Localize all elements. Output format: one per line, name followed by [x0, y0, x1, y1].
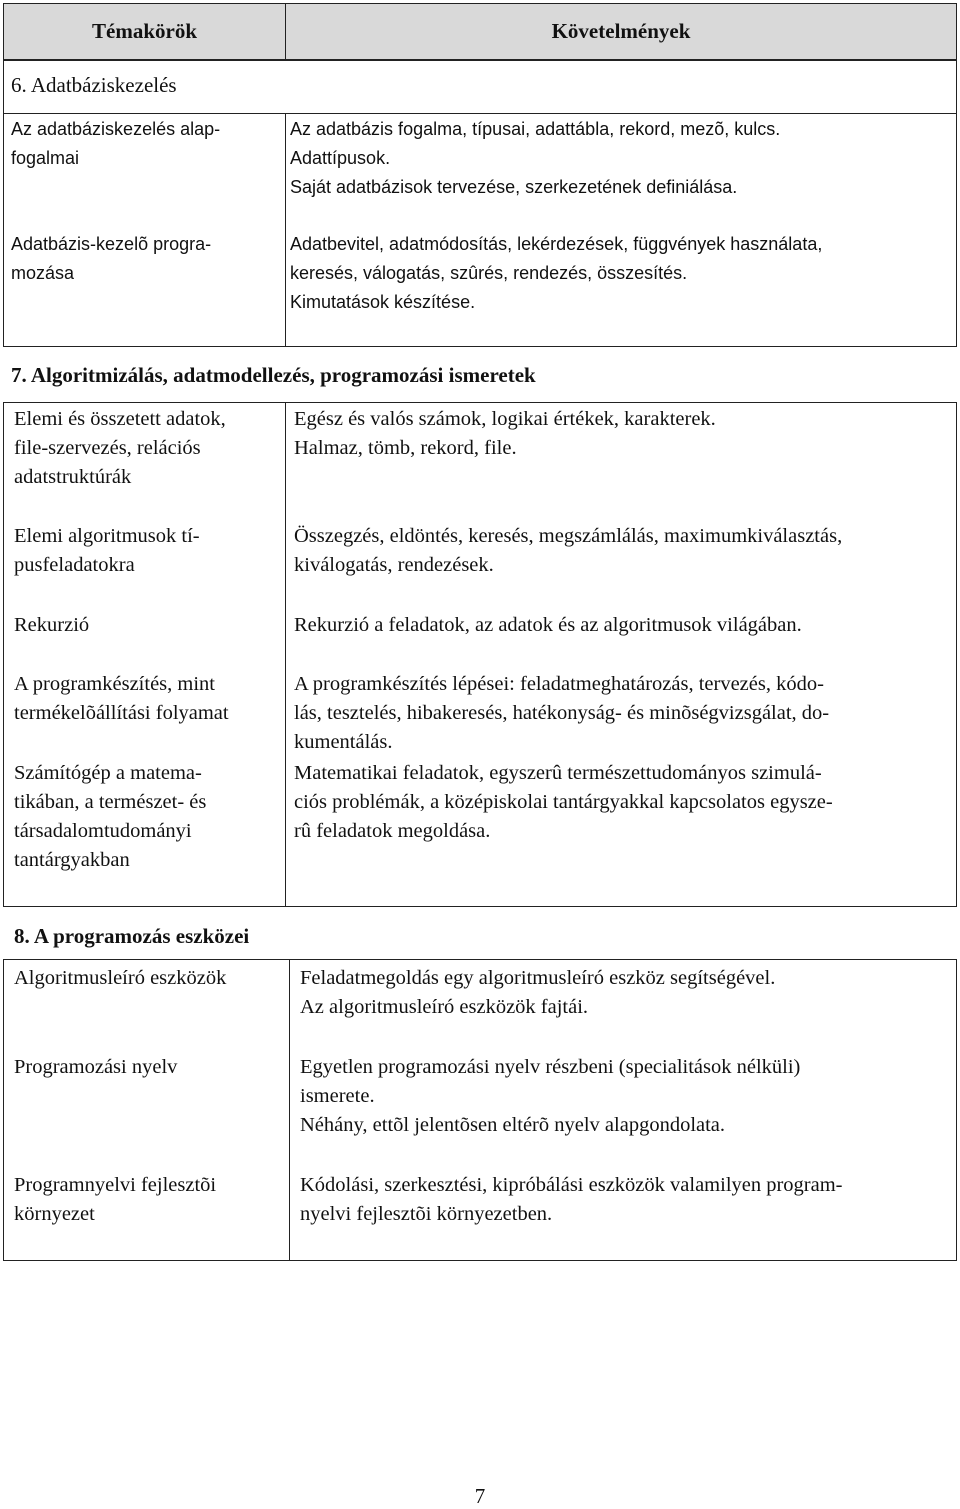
- section-6-topic-2: Adatbázis-kezelõ progra- mozása: [11, 234, 212, 283]
- section-6-topic-1: Az adatbáziskezelés alap- fogalmai: [11, 119, 221, 168]
- page-number: 7: [474, 1484, 486, 1508]
- section-6-title: 6. Adatbáziskezelés: [11, 73, 177, 97]
- section-7-requirement-2: Összegzés, eldöntés, keresés, megszámlálás, maximumkiválasztás, kiválogatás, rendezések.: [294, 525, 843, 576]
- section-7-requirement-4: A programkészítés lépései: feladatmeghatározás, tervezés, kódo- lás, tesztelés, hibakeresés, hatékonyság- és minõségvizsgálat, do- kumentálás.: [294, 673, 830, 753]
- section-6-requirement-2: Adatbevitel, adatmódosítás, lekérdezések, függvények használata, keresés, válogatás, szûrés, rendezés, összesítés. Kimutatások készítése.: [290, 234, 823, 312]
- section-7-requirement-5: Matematikai feladatok, egyszerû természettudományos szimulá- ciós problémák, a középiskolai tantárgyakkal kapcsolatos egysze- rû feladatok megoldása.: [294, 762, 833, 842]
- section-8-topic-2: Programozási nyelv: [14, 1056, 178, 1078]
- section-title-divider: [4, 113, 956, 114]
- section-7-title: 7. Algoritmizálás, adatmodellezés, programozási ismeretek: [11, 363, 536, 387]
- column-divider: [285, 113, 286, 346]
- section-7-topic-5: Számítógép a matema- tikában, a természet- és társadalomtudományi tantárgyakban: [14, 762, 207, 871]
- section-8-topic-3: Programnyelvi fejlesztõi környezet: [14, 1174, 217, 1225]
- section-8-title-text: 8. A programozás eszközei: [14, 924, 250, 948]
- column-divider: [289, 960, 290, 1260]
- section-8-requirement-2: Egyetlen programozási nyelv részbeni (specialitások nélküli) ismerete. Néhány, ettõl jelentõsen eltérõ nyelv alapgondolata.: [300, 1056, 801, 1136]
- section-7-topic-1: Elemi és összetett adatok, file-szervezés, relációs adatstruktúrák: [14, 408, 226, 488]
- header-topics: Témakörök: [3, 3, 286, 60]
- section-7-topic-3: Rekurzió: [14, 614, 90, 636]
- section-7-topic-4: A programkészítés, mint termékelõállítási folyamat: [14, 673, 229, 724]
- section-8-title: [14, 924, 249, 949]
- section-8-topic-1: Algoritmusleíró eszközök: [14, 967, 227, 989]
- section-7-requirement-3: Rekurzió a feladatok, az adatok és az algoritmusok világában.: [294, 614, 802, 636]
- section-7-topic-2: Elemi algoritmusok tí- pusfeladatokra: [14, 525, 200, 576]
- section-8-requirement-3: Kódolási, szerkesztési, kipróbálási eszközök valamilyen program- nyelvi fejlesztõi környezetben.: [300, 1174, 843, 1225]
- section-6-requirement-1: Az adatbázis fogalma, típusai, adattábla, rekord, mezõ, kulcs. Adattípusok. Saját adatbázisok tervezése, szerkezetének definiálása.: [290, 119, 781, 197]
- section-8-requirement-1: Feladatmegoldás egy algoritmusleíró eszköz segítségével. Az algoritmusleíró eszközök fajtái.: [300, 967, 776, 1018]
- section-7-requirement-1: Egész és valós számok, logikai értékek, karakterek. Halmaz, tömb, rekord, file.: [294, 408, 716, 459]
- header-requirements: Követelmények: [286, 3, 957, 60]
- table-header: [3, 3, 957, 60]
- column-divider: [285, 403, 286, 906]
